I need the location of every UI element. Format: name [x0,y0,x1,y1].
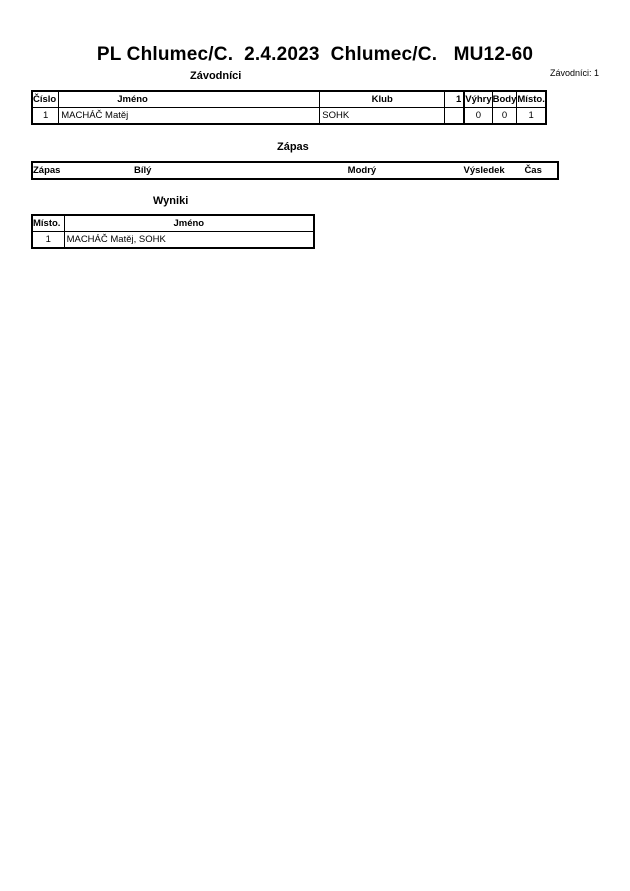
competitors-header-row [32,91,546,108]
col-result-place: Místo. [32,215,64,232]
col-name: Jméno [59,91,320,108]
matches-header-row [32,162,558,179]
col-number: Číslo [32,91,59,108]
competitors-table [31,90,547,125]
col-round-1: 1 [445,91,465,108]
col-points: Body [492,91,517,108]
matches-table [31,161,559,180]
competitor-club: SOHK [320,108,445,125]
competitor-points: 0 [492,108,517,125]
competitor-place: 1 [517,108,546,125]
results-table [31,214,315,249]
competitor-count: Závodníci: 1 [549,68,599,78]
table-row [32,108,546,125]
competitors-heading: Závodníci [190,70,242,82]
page-title: PL Chlumec/C. 2.4.2023 Chlumec/C. MU12-60 [96,44,534,65]
results-heading: Wyniki [153,195,189,207]
table-row [32,232,314,249]
col-match: Zápas [33,165,61,176]
col-place: Místo. [517,91,546,108]
matches-heading: Zápas [277,141,309,153]
competitor-number: 1 [32,108,59,125]
col-result: Výsledek [463,165,505,176]
col-time: Čas [524,165,542,176]
results-header-row [32,215,314,232]
competitor-round-1 [445,108,465,125]
col-blue: Modrý [347,165,377,176]
col-result-name: Jméno [64,215,314,232]
col-white: Bílý [133,165,152,176]
result-place: 1 [32,232,64,249]
competitor-wins: 0 [464,108,492,125]
result-name: MACHÁČ Matěj, SOHK [64,232,314,249]
col-wins: Výhry [464,91,492,108]
col-club: Klub [320,91,445,108]
competitor-name: MACHÁČ Matěj [59,108,320,125]
